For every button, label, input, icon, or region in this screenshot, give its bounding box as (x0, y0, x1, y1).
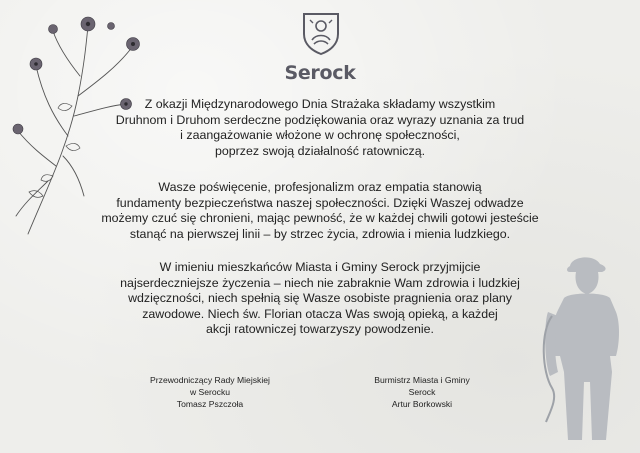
text-line: możemy czuć się chronieni, mając pewność, że w każdej chwili gotowi jesteście (101, 211, 539, 226)
text-line: i zaangażowanie włożone w ochronę społeczności, (180, 128, 460, 143)
text-line: fundamenty bezpieczeństwa naszej społeczności. Dzięki Waszej odwadze (116, 195, 524, 210)
text-line: poprzez swoją działalność ratowniczą. (214, 143, 426, 158)
signature-mayor (312, 374, 532, 410)
signature-name: Tomasz Pszczoła (176, 399, 244, 409)
message-paragraph-2 (90, 180, 550, 242)
text-line: wdzięczności, niech spełnią się Wasze osobiste pragnienia oraz plany (128, 291, 512, 306)
text-line: W imieniu mieszkańców Miasta i Gminy Serock przyjmijcie (159, 260, 481, 274)
text-line: zawodowe. Niech św. Florian otacza Was swoją opieką, a każdej (142, 306, 498, 321)
message-paragraph-3 (90, 260, 550, 338)
text-line: najserdeczniejsze życzenia – niech nie zabraknie Wam zdrowia i ludzkiej (120, 275, 520, 290)
signature-name: Artur Borkowski (391, 399, 453, 409)
text-line: stanąć na pierwszej linii – by strzec życia, zdrowia i mienia ludzkiego. (129, 226, 511, 241)
text-line: akcji ratowniczej towarzyszy powodzenie. (206, 322, 434, 337)
signature-title: Przewodniczący Rady Miejskiej (150, 375, 270, 385)
signature-place: w Serocku (189, 387, 231, 397)
text-line: Wasze poświęcenie, profesjonalizm oraz empatia stanowią (158, 180, 482, 194)
message-paragraph-1 (90, 97, 550, 159)
serock-coat-of-arms-icon (298, 10, 344, 56)
brand-name: Serock (284, 62, 356, 84)
signature-council-chair (100, 374, 320, 410)
text-line: Druhnom i Druhom serdeczne podziękowania oraz wyrazy uznania za trud (115, 112, 525, 127)
firefighter-silhouette-icon (540, 252, 632, 442)
signature-title: Burmistrz Miasta i Gminy (374, 375, 470, 385)
text-line: Z okazji Międzynarodowego Dnia Strażaka składamy wszystkim (144, 97, 496, 111)
signature-place: Serock (408, 387, 436, 397)
